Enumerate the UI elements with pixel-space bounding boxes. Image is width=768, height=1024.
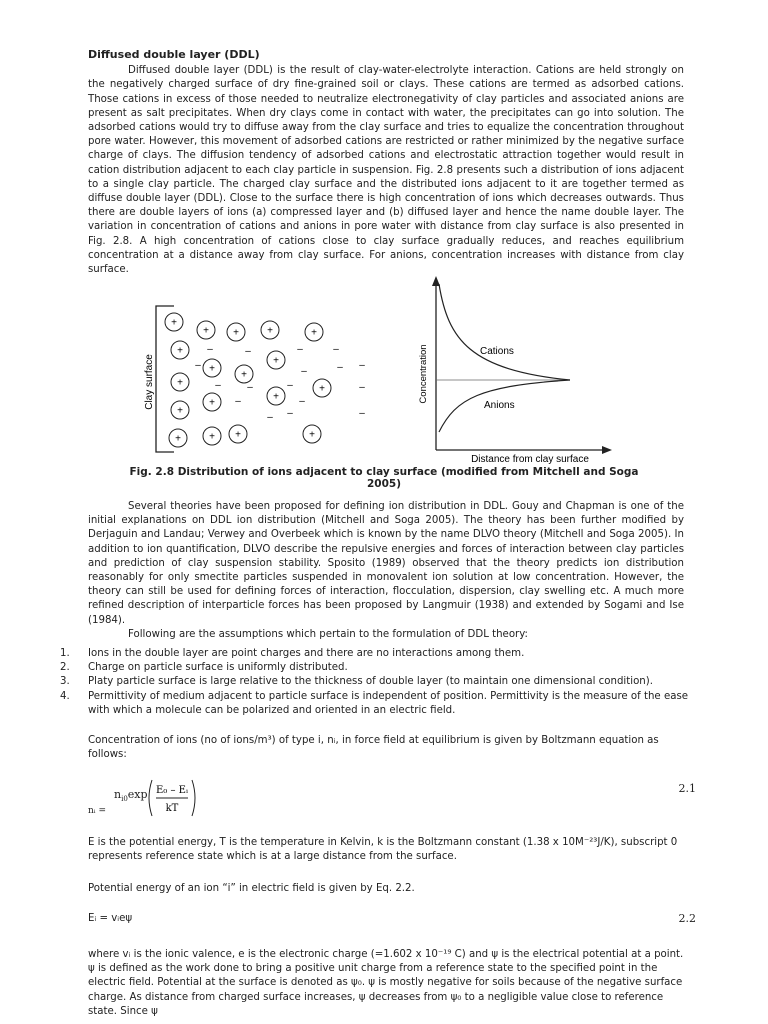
cation-symbol: + — [241, 369, 247, 381]
equation-2-2 — [88, 912, 696, 928]
cation-symbol: + — [203, 325, 209, 337]
eq1-prefix: $n_{i0}\exp$ — [114, 788, 148, 804]
assumption-text: Ions in the double layer are point charges and there are no interactions among them. — [88, 648, 525, 659]
cation-ion — [227, 323, 245, 341]
anion-symbol: – — [287, 408, 293, 419]
cation-symbol: + — [209, 397, 215, 409]
theories-section — [88, 500, 684, 642]
cation-ion — [313, 379, 331, 397]
assumption-number: 3. — [60, 676, 70, 688]
cation-symbol: + — [311, 327, 317, 339]
eq2-expression: Eᵢ = vᵢeψ — [88, 913, 133, 924]
equation-2-1 — [88, 778, 696, 818]
anion-symbol: – — [215, 380, 221, 391]
anion-symbol: – — [359, 360, 365, 371]
assumption-text: Permittivity of medium adjacent to particle surface is independent of position. Permittivity is the measure of the ease with which a molecule can be polarized and oriented in an electric field. — [88, 690, 689, 716]
anion-symbol: – — [247, 382, 253, 393]
cation-ion — [171, 341, 189, 359]
assumption-number: 1. — [60, 648, 70, 659]
cation-ion — [203, 359, 221, 377]
anion-symbol: – — [337, 362, 343, 373]
x-axis-label: Distance from clay surface — [471, 454, 589, 465]
section-title: Diffused double layer (DDL) — [88, 48, 260, 61]
eq1-numerator: E₀ – Eᵢ — [156, 785, 188, 796]
anion-symbol: – — [245, 346, 251, 357]
cation-symbol: + — [209, 431, 215, 443]
eq1-number: 2.1 — [678, 782, 696, 795]
anion-symbol: – — [359, 382, 365, 393]
cation-symbol: + — [233, 327, 239, 339]
anion-symbol: – — [287, 380, 293, 391]
cation-ion — [165, 313, 183, 331]
cation-symbol: + — [273, 391, 279, 403]
cation-symbol: + — [177, 345, 183, 357]
cation-symbol: + — [171, 317, 177, 329]
cation-symbol: + — [267, 325, 273, 337]
assumption-item — [60, 675, 690, 689]
anion-symbol: – — [195, 360, 201, 371]
cations-label: Cations — [480, 346, 514, 357]
anion-symbol: – — [267, 412, 273, 423]
cation-symbol: + — [309, 429, 315, 441]
cation-ion — [267, 351, 285, 369]
ion-distribution — [165, 313, 365, 447]
cation-ion — [303, 425, 321, 443]
assumption-text: Charge on particle surface is uniformly distributed. — [88, 662, 348, 674]
cation-symbol: + — [209, 363, 215, 375]
assumption-item — [60, 647, 690, 661]
figure-caption: Fig. 2.8 Distribution of ions adjacent to clay surface (modified from Mitchell and Soga 2005) — [129, 466, 639, 490]
eq1-description: E is the potential energy, T is the temperature in Kelvin, k is the Boltzmann constant (1.38 x 10M⁻²³J/K), subscript 0 represents reference state which is at a large distance from the surface. — [88, 837, 678, 863]
eq1-lhs: nᵢ = — [88, 806, 107, 816]
cation-ion — [197, 321, 215, 339]
cation-ion — [229, 425, 247, 443]
cation-ion — [267, 387, 285, 405]
assumptions-intro: Following are the assumptions which pertain to the formulation of DDL theory: — [128, 628, 528, 640]
cation-ion — [305, 323, 323, 341]
assumption-number: 4. — [60, 690, 70, 702]
eq1-denominator: kT — [165, 803, 179, 814]
cation-ion — [169, 429, 187, 447]
x-axis-arrow — [602, 446, 612, 454]
anion-symbol: – — [359, 408, 365, 419]
cation-ion — [203, 427, 221, 445]
assumption-number: 2. — [60, 662, 70, 674]
assumption-text: Platy particle surface is large relative to the thickness of double layer (to maintain one dimensional condition). — [88, 676, 653, 688]
cation-ion — [171, 373, 189, 391]
eq2-description: where vᵢ is the ionic valence, e is the electronic charge (=1.602 x 10⁻¹⁹ C) and ψ is the electrical potential at a point. ψ is defined as the work done to bring a positive unit charge from a reference state to the specified point in the electric field. Potential at the surface is denoted as ψ₀. ψ is mostly negative for soils because of the negative surface charge. As distance from charged surface increases, ψ decreases from ψ₀ to a negligible value close to reference state. Since ψ — [88, 949, 684, 1017]
eq2-intro: Potential energy of an ion “i” in electric field is given by Eq. 2.2. — [88, 883, 415, 894]
anion-symbol: – — [299, 396, 305, 407]
assumptions-list — [60, 647, 690, 718]
anion-symbol: – — [333, 344, 339, 355]
ddl-section — [88, 48, 684, 277]
theories-paragraph: Several theories have been proposed for defining ion distribution in DDL. Gouy and Chapman is one of the initial explanations on DDL ion distribution (Mitchell and Soga 2005). The theory has been further modified by Derjaguin and Landau; Verwey and Overbeek which is known by the name DLVO theory (Mitchell and Soga 2005). In addition to ion quantification, DLVO describe the repulsive energies and forces of interaction between clay particles and prediction of clay suspension stability. Sposito (1989) observed that the theory predicts ion distribution reasonably for only smectite particles suspended in monovalent ion solution at low concentration. However, the theory can still be used for defining forces of interaction, flocculation, dispersion, clay swelling etc. A much more refined description of interparticle forces has been proposed by Langmuir (1938) and extended by Sogami and Ise (1984). — [88, 501, 684, 626]
cation-symbol: + — [235, 429, 241, 441]
anions-label: Anions — [484, 400, 515, 411]
intro-paragraph: Diffused double layer (DDL) is the result of clay-water-electrolyte interaction. Cations are held strongly on the negatively charged surface of dry fine-grained soil or clays. These cations are termed as adsorbed cations. Those cations in excess of those needed to neutralize electronegativity of clay particles and associated anions are present as salt precipitates. When dry clays come in contact with water, the precipitates can go into solution. The adsorbed cations would try to diffuse away from the clay surface and tries to equalize the concentration throughout pore water. However, this movement of adsorbed cations are restricted or rather minimized by the negative surface charge of clays. The diffusion tendency of adsorbed cations and electrostatic attraction together would result in cation distribution adjacent to each clay particle in suspension. Fig. 2.8 presents such a distribution of ions adjacent to a single clay particle. The charged clay surface and the distributed ions adjacent to it are together termed as diffuse double layer (DDL). Close to the surface there is high concentration of ions which decreases outwards. Thus there are double layers of ions (a) compressed layer and (b) diffused layer and hence the name double layer. The variation in concentration of cations and anions in pore water with distance from clay surface is also presented in Fig. 2.8. A high concentration of cations close to clay surface gradually reduces, and reaches equilibrium concentration at a distance away from clay surface. For anions, concentration increases with distance from clay surface. — [88, 65, 684, 276]
cation-symbol: + — [273, 355, 279, 367]
anion-symbol: – — [207, 344, 213, 355]
assumption-item — [60, 661, 690, 675]
cation-symbol: + — [177, 377, 183, 389]
cation-symbol: + — [177, 405, 183, 417]
cations-curve — [439, 284, 570, 380]
cation-ion — [261, 321, 279, 339]
boltzmann-intro: Concentration of ions (no of ions/m³) of type i, nᵢ, in force field at equilibrium is given by Boltzmann equation as follows: — [88, 735, 659, 761]
clay-surface-label: Clay surface — [144, 354, 155, 410]
eq1-fraction — [144, 778, 200, 818]
cation-symbol: + — [319, 383, 325, 395]
cation-ion — [171, 401, 189, 419]
eq2-number: 2.2 — [678, 912, 696, 925]
assumption-item — [60, 690, 690, 718]
anion-symbol: – — [301, 366, 307, 377]
anion-symbol: – — [297, 344, 303, 355]
cation-ion — [235, 365, 253, 383]
cation-symbol: + — [175, 433, 181, 445]
eq1-left-paren — [149, 780, 152, 816]
anion-symbol: – — [235, 396, 241, 407]
y-axis-label: Concentration — [418, 344, 429, 404]
eq1-right-paren — [192, 780, 195, 816]
cation-ion — [203, 393, 221, 411]
figure-2-8 — [130, 270, 650, 470]
